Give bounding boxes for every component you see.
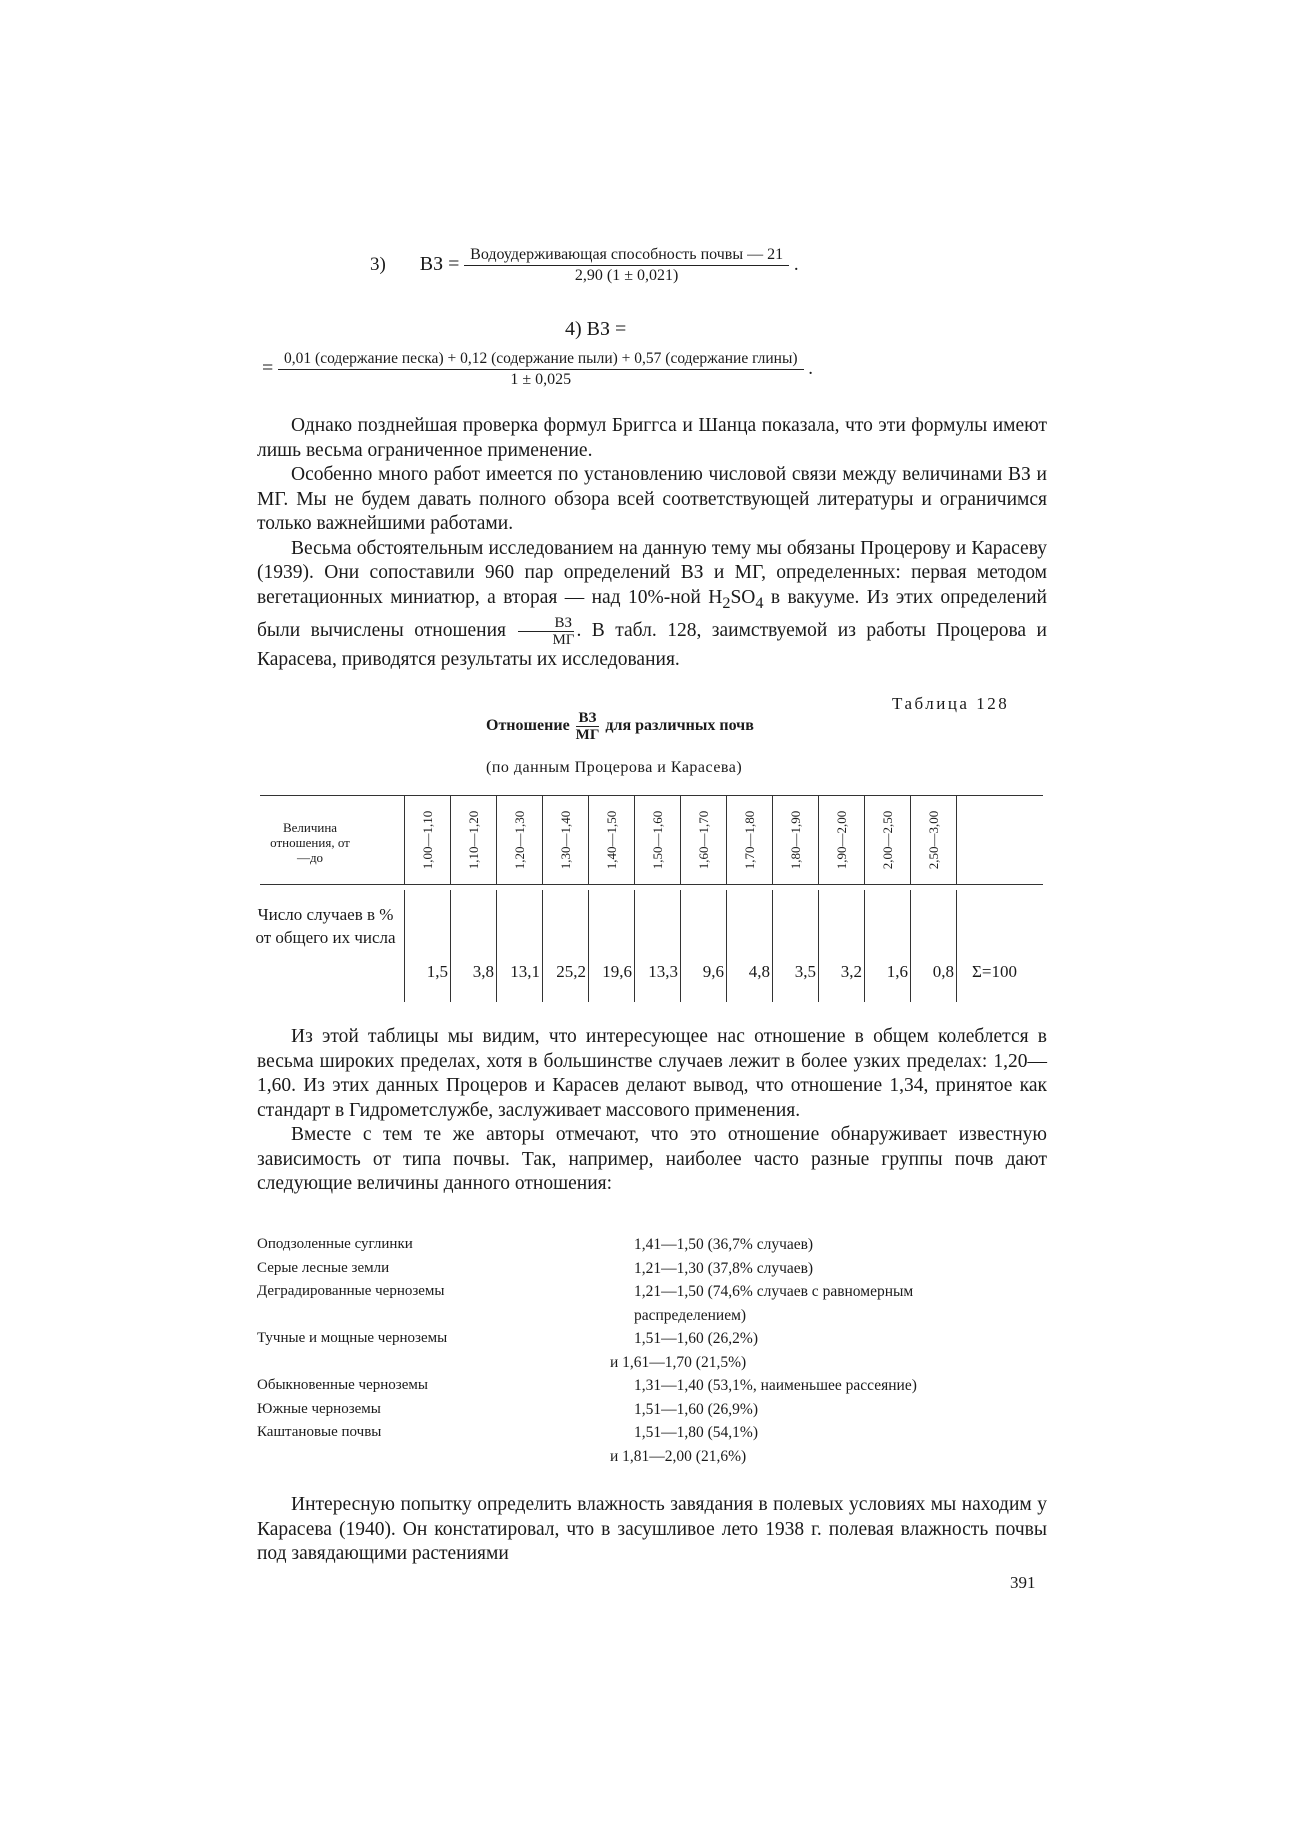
paragraph-3 bbox=[257, 537, 1047, 673]
table-header-cell bbox=[680, 796, 727, 884]
table-header-cells bbox=[404, 796, 964, 884]
table-row-header: Величина отношения, от—до bbox=[270, 820, 350, 865]
soil-value: 1,21—1,30 (37,8% случаев) bbox=[634, 1259, 814, 1277]
body-text-middle bbox=[257, 1025, 1047, 1197]
table-value-cell bbox=[588, 890, 635, 1002]
paragraph-2: Особенно много работ имеется по установлению числовой связи между величинами ВЗ и МГ. Мы не будем давать полного обзора всей соответствующей литературы и ограничимся только важнейшими работами. bbox=[257, 464, 1047, 534]
soil-value-continued: и 1,81—2,00 (21,6%) bbox=[610, 1447, 747, 1465]
table-range-label: 1,80—1,90 bbox=[788, 810, 803, 870]
table-range-label: 1,40—1,50 bbox=[604, 810, 619, 870]
table-value: 13,3 bbox=[648, 962, 678, 981]
formula-3 bbox=[370, 246, 930, 285]
table-value: 19,6 bbox=[602, 962, 632, 981]
soil-name: Тучные и мощные черноземы bbox=[257, 1330, 448, 1346]
formula-4-label: 4) ВЗ = bbox=[565, 318, 627, 340]
table-range-label: 1,00—1,10 bbox=[420, 810, 435, 870]
table-value-cell bbox=[772, 890, 819, 1002]
soil-name: Каштановые почвы bbox=[257, 1424, 382, 1440]
paragraph-5: Вместе с тем те же авторы отмечают, что это отношение обнаруживает известную зависимость от типа почвы. Так, например, наиболее часто разные группы почв дают следующие величины данного отношения: bbox=[257, 1124, 1047, 1194]
table-value-cell bbox=[910, 890, 957, 1002]
table-header-cell bbox=[910, 796, 957, 884]
formula-3-label: 3) bbox=[370, 253, 386, 275]
table-value-end-border bbox=[956, 890, 957, 1002]
table-value: 1,5 bbox=[426, 962, 448, 981]
table-value-cells bbox=[404, 890, 964, 1002]
table-header-cell bbox=[450, 796, 497, 884]
subscript-2: 2 bbox=[722, 593, 731, 612]
body-text-bottom bbox=[257, 1493, 1047, 1567]
soil-value: 1,21—1,50 (74,6% случаев с равномерным bbox=[634, 1283, 914, 1300]
formula-4 bbox=[262, 350, 1042, 389]
paragraph-4: Из этой таблицы мы видим, что интересующее нас отношение в общем колеблется в весьма широких пределах, хотя в большинстве случаев лежит в более узких пределах: 1,20—1,60. Из этих данных Процеров и Карасев делают вывод, что отношение 1,34, принятое как стандарт в Гидрометслужбе, заслуживает массового применения. bbox=[257, 1026, 1047, 1121]
table-range-label: 2,50—3,00 bbox=[926, 810, 941, 870]
table-range-label: 1,10—1,20 bbox=[466, 810, 481, 870]
soil-name: Южные черноземы bbox=[257, 1400, 381, 1417]
formula-4-numerator: 0,01 (содержание песка) + 0,12 (содержание пыли) + 0,57 (содержание глины) bbox=[278, 350, 804, 370]
paragraph-3-part-b: SO bbox=[730, 586, 756, 608]
table-value: 3,8 bbox=[472, 962, 494, 981]
ratio-numerator: ВЗ bbox=[518, 615, 574, 632]
table-range-label: 1,70—1,80 bbox=[742, 810, 757, 870]
formula-4-eq: = bbox=[262, 356, 274, 379]
table-title-numerator: ВЗ bbox=[576, 710, 600, 727]
table-value: 3,2 bbox=[840, 962, 862, 981]
formula-4-denominator: 1 ± 0,025 bbox=[510, 371, 572, 388]
soil-value-continued: и 1,61—1,70 (21,5%) bbox=[610, 1353, 747, 1371]
soil-value: 1,51—1,60 (26,2%) bbox=[634, 1330, 758, 1347]
formula-3-fraction bbox=[464, 246, 789, 285]
formula-3-lhs: ВЗ = bbox=[419, 252, 460, 275]
table-value-cell bbox=[404, 890, 451, 1002]
page-number: 391 bbox=[1010, 1573, 1036, 1592]
paragraph-3-part-c: в вакууме. Из этих определений были вычислены отношения bbox=[257, 586, 1047, 641]
ratio-denominator: МГ bbox=[552, 631, 575, 648]
table-header-cell bbox=[404, 796, 451, 884]
soil-value: 1,51—1,60 (26,9%) bbox=[634, 1400, 758, 1418]
paragraph-6: Интересную попытку определить влажность завядания в полевых условиях мы находим у Карасева (1940). Он констатировал, что в засушливое лето 1938 г. полевая влажность почвы под завядающими растениями bbox=[257, 1494, 1047, 1564]
soil-value: 1,51—1,80 (54,1%) bbox=[634, 1424, 758, 1441]
body-text-top bbox=[257, 414, 1047, 672]
table-title-part-a: Отношение bbox=[486, 717, 570, 735]
table-value-cell bbox=[634, 890, 681, 1002]
table-range-label: 1,50—1,60 bbox=[650, 810, 665, 870]
table-value-cell bbox=[818, 890, 865, 1002]
table-value: 9,6 bbox=[702, 962, 724, 981]
table-title-part-b: для различных почв bbox=[605, 717, 754, 735]
table-value: 13,1 bbox=[510, 962, 540, 981]
table-header-cell bbox=[726, 796, 773, 884]
table-title bbox=[486, 710, 754, 743]
soil-name: Обыкновенные черноземы bbox=[257, 1377, 428, 1393]
formula-4-end: . bbox=[808, 357, 814, 379]
table-value-cell bbox=[496, 890, 543, 1002]
subscript-4: 4 bbox=[755, 593, 764, 612]
table-value: 4,8 bbox=[748, 962, 770, 981]
table-range-label: 1,20—1,30 bbox=[512, 810, 527, 870]
table-value-cell bbox=[726, 890, 773, 1002]
table-header-rule bbox=[260, 884, 1043, 885]
paragraph-3-part-d: . В табл. 128, заимствуемой из работы Процерова и Карасева, приводятся результаты их исследования. bbox=[257, 619, 1047, 670]
table-row-label: Число случаев в % от общего их числа bbox=[255, 905, 396, 947]
soil-list bbox=[257, 1236, 1047, 1466]
table-value-cell bbox=[864, 890, 911, 1002]
table-header-cell bbox=[634, 796, 681, 884]
table-range-label: 1,90—2,00 bbox=[834, 810, 849, 870]
table-value-cell bbox=[542, 890, 589, 1002]
table-header-cell bbox=[772, 796, 819, 884]
table-title-denominator: МГ bbox=[575, 727, 600, 743]
formula-4-fraction bbox=[278, 350, 804, 389]
soil-name: Деградированные черноземы bbox=[257, 1283, 445, 1299]
table-number: Таблица 128 bbox=[892, 694, 1010, 713]
table-value-cell bbox=[680, 890, 727, 1002]
paragraph-3-part-a: Весьма обстоятельным исследованием на данную тему мы обязаны Процерову и Карасеву (1939). Они сопоставили 960 пар определений ВЗ и МГ, определенных: первая методом вегетационных миниатюр, а вторая — над 10%-ной H bbox=[257, 537, 1047, 608]
soil-value: 1,31—1,40 (53,1%, наименьшее рассеяние) bbox=[634, 1377, 917, 1394]
table-header-cell bbox=[496, 796, 543, 884]
formula-3-numerator: Водоудерживающая способность почвы — 21 bbox=[464, 246, 789, 266]
ratio-fraction bbox=[518, 615, 574, 648]
soil-value: 1,41—1,50 (36,7% случаев) bbox=[634, 1236, 814, 1253]
table-title-fraction bbox=[576, 710, 600, 743]
table-total: Σ=100 bbox=[972, 962, 1017, 981]
soil-value-continued: распределением) bbox=[634, 1306, 747, 1324]
formula-3-denominator: 2,90 (1 ± 0,021) bbox=[574, 267, 679, 284]
soil-name: Оподзоленные суглинки bbox=[257, 1236, 413, 1252]
soil-name: Серые лесные земли bbox=[257, 1259, 390, 1276]
table-value: 3,5 bbox=[794, 962, 816, 981]
table-range-label: 1,30—1,40 bbox=[558, 810, 573, 870]
table-header-cell bbox=[818, 796, 865, 884]
table-header-cell bbox=[542, 796, 589, 884]
table-header-cell bbox=[864, 796, 911, 884]
paragraph-1: Однако позднейшая проверка формул Бриггса и Шанца показала, что эти формулы имеют лишь весьма ограниченное применение. bbox=[257, 415, 1047, 461]
table-range-label: 2,00—2,50 bbox=[880, 810, 895, 870]
table-header-end-border bbox=[956, 796, 957, 884]
table-header-cell bbox=[588, 796, 635, 884]
table-subtitle: (по данным Процерова и Карасева) bbox=[486, 759, 743, 776]
table-value: 1,6 bbox=[886, 962, 908, 981]
table-value: 25,2 bbox=[556, 962, 586, 981]
table-range-label: 1,60—1,70 bbox=[696, 810, 711, 870]
table-value: 0,8 bbox=[932, 962, 954, 981]
table-value-cell bbox=[450, 890, 497, 1002]
formula-3-end: . bbox=[793, 253, 799, 275]
